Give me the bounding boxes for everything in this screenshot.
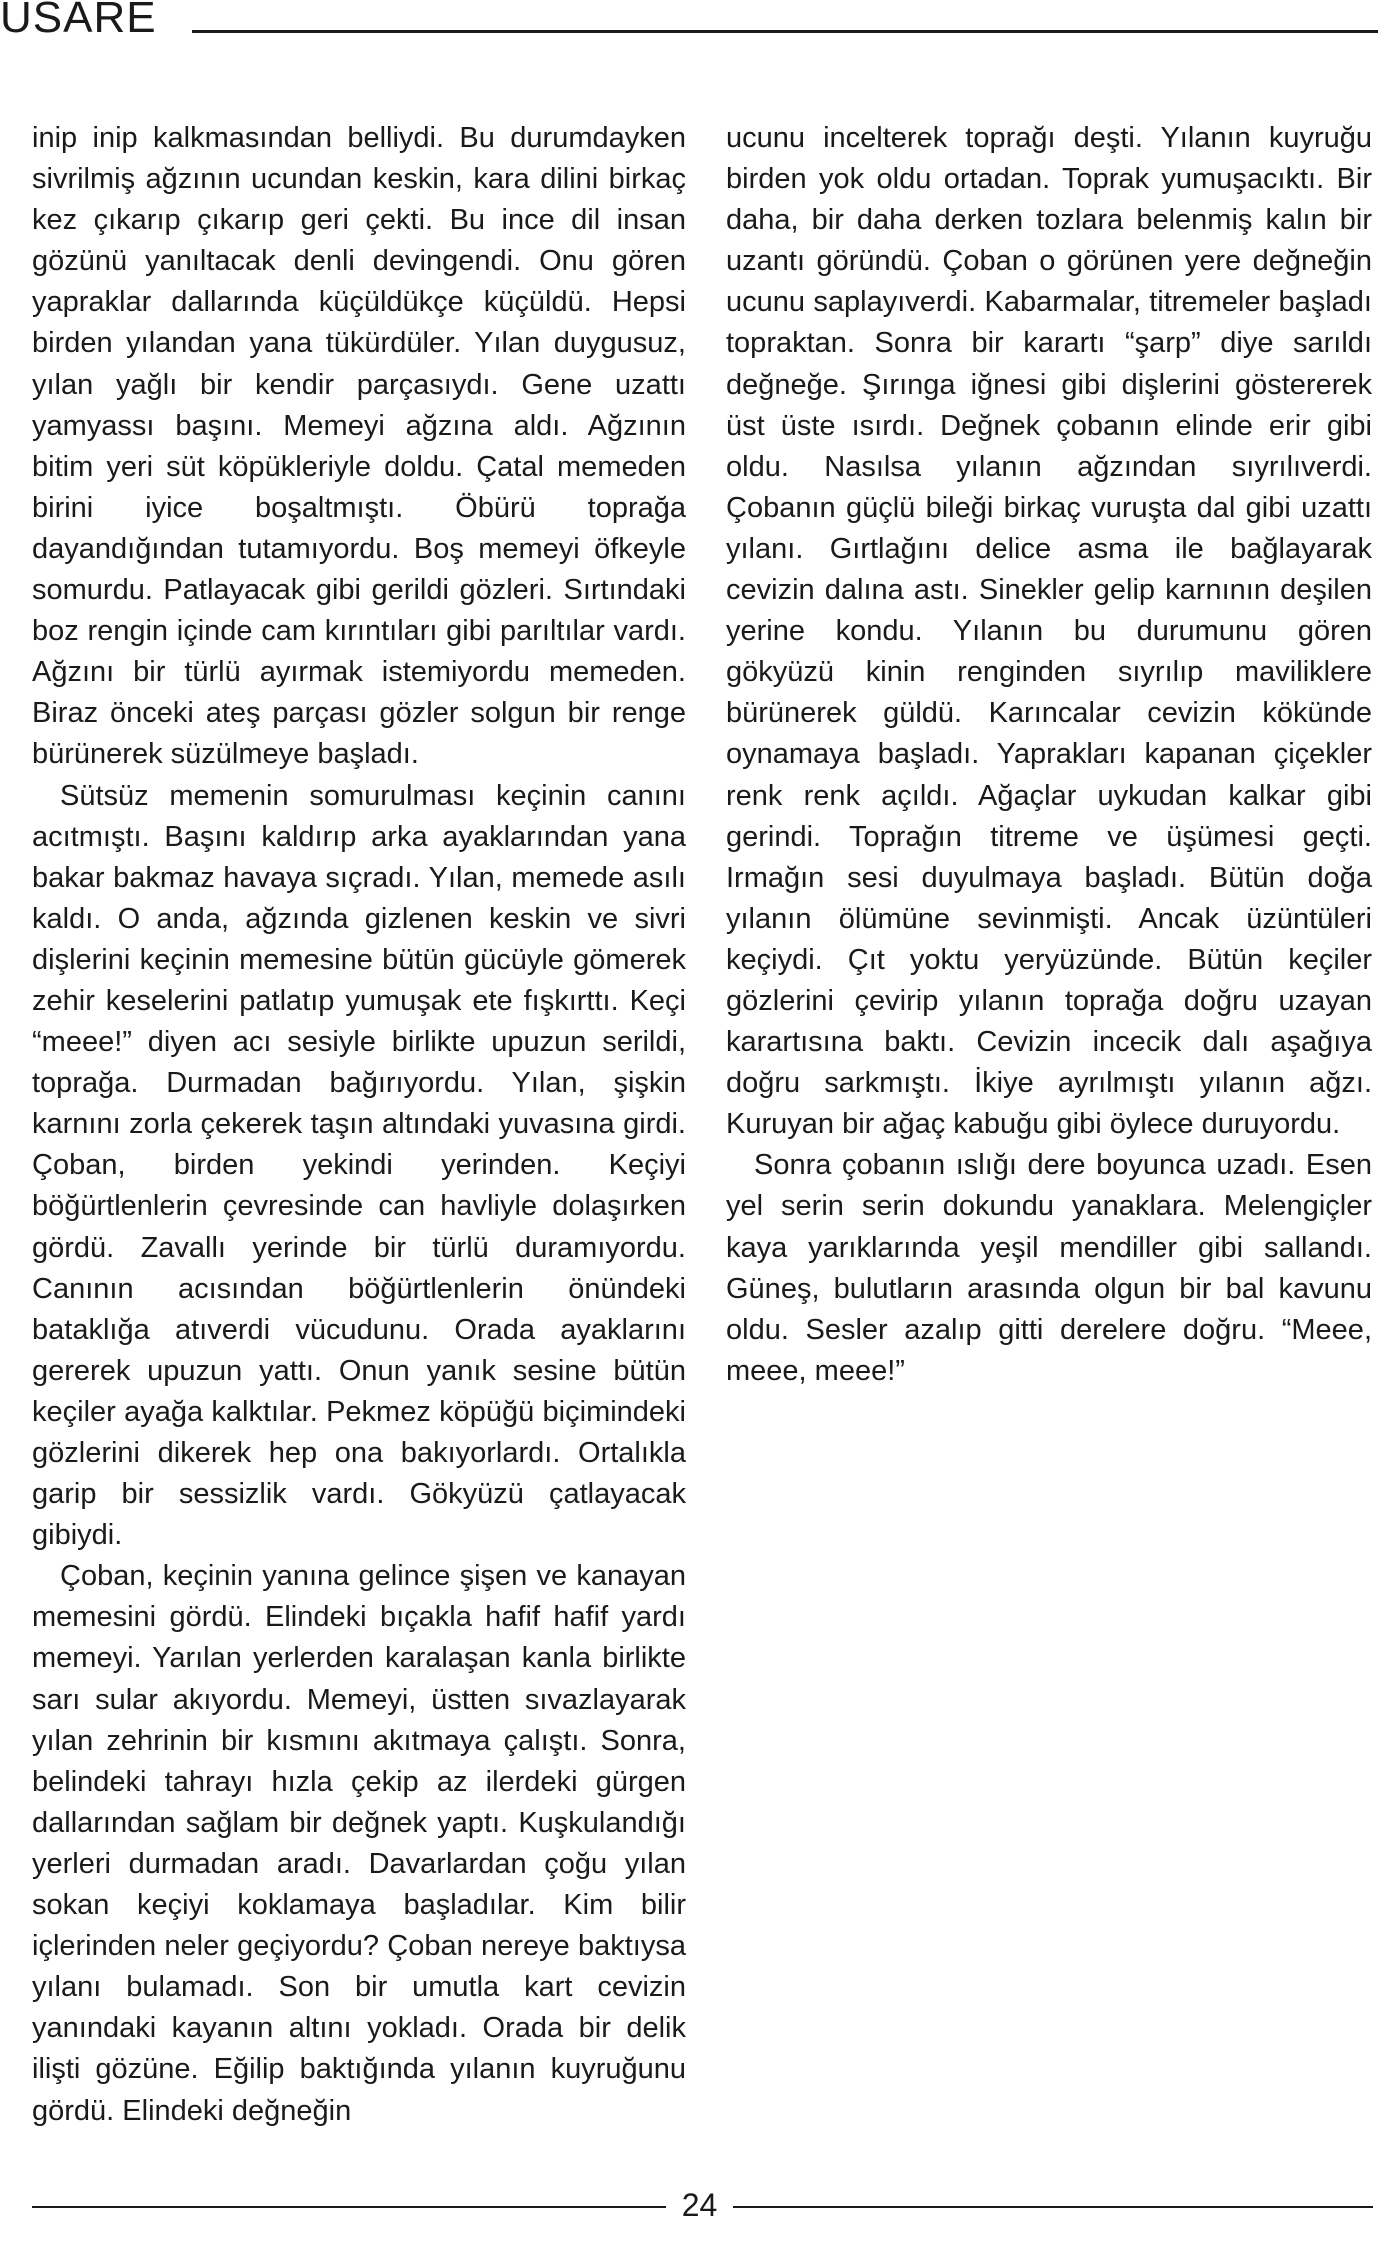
page-header [0, 0, 1400, 40]
footer-rule-left [32, 2206, 666, 2208]
header-rule [192, 30, 1378, 33]
paragraph: ucunu incelterek toprağı deşti. Yılanın kuyruğu birden yok oldu ortadan. Toprak yumuşacıktı. Bir daha, bir daha derken tozlara belenmiş kalın bir uzantı göründü. Çoban o görünen yere değneğin ucunu saplayıverdi. Kabarmalar, titremeler başladı topraktan. Sonra bir karartı “şarp” diye sarıldı değneğe. Şırınga iğnesi gibi dişlerini göstererek üst üste ısırdı. Değnek çobanın elinde erir gibi oldu. Nasılsa yılanın ağzından sıyrılıverdi. Çobanın güçlü bileği birkaç vuruşta dal gibi uzattı yılanı. Gırtlağını delice asma ile bağlayarak cevizin dalına astı. Sinekler gelip karnının deşilen yerine kondu. Yılanın bu durumunu gören gökyüzü kinin renginden sıyrılıp maviliklere bürünerek güldü. Karıncalar cevizin kökünde oynamaya başladı. Yaprakları kapanan çiçekler renk renk açıldı. Ağaçlar uykudan kalkar gibi gerindi. Toprağın titreme ve üşümesi geçti. Irmağın sesi duyulmaya başladı. Bütün doğa yılanın ölümüne sevinmişti. Ancak üzüntüleri keçiydi. Çıt yoktu yeryüzünde. Bütün keçiler gözlerini çevirip yılanın toprağa doğru uzayan karartısına baktı. Cevizin incecik dalı aşağıya doğru sarkmıştı. İkiye ayrılmıştı yılanın ağzı. Kuruyan bir ağaç kabuğu gibi öylece duruyordu. [726, 122, 1372, 1141]
paragraph: Çoban, keçinin yanına gelince şişen ve kanayan memesini gördü. Elindeki bıçakla hafif hafif yardı memeyi. Yarılan yerlerden karalaşan kanla birlikte sarı sular akıyordu. Memeyi, üstten sıvazlayarak yılan zehrinin bir kısmını akıtmaya çalıştı. Sonra, belindeki tahrayı hızla çekip az ilerdeki gürgen dallarından sağlam bir değnek yaptı. Kuşkulandığı yerleri durmadan aradı. Davarlardan çoğu yılan sokan keçiyi koklamaya başladılar. Kim bilir içlerinden neler geçiyordu? Çoban nereye baktıysa yılanı bulamadı. Son bir umutla kart cevizin yanındaki kayanın altını yokladı. Orada bir delik ilişti gözüne. Eğilip baktığında yılanın kuyruğunu gördü. Elindeki değneğin [32, 1560, 686, 2127]
paragraph: inip inip kalkmasından belliydi. Bu durumdayken sivrilmiş ağzının ucundan keskin, kara dilini birkaç kez çıkarıp çıkarıp geri çekti. Bu ince dil insan gözünü yanıltacak denli devingendi. Onu gören yapraklar dallarında küçüldükçe küçüldü. Hepsi birden yılandan yana tükürdüler. Yılan duygusuz, yılan yağlı bir kendir parçasıydı. Gene uzattı yamyassı başını. Memeyi ağzına aldı. Ağzının bitim yeri süt köpükleriyle doldu. Çatal memeden birini iyice boşaltmıştı. Öbürü toprağa dayandığından tutamıyordu. Boş memeyi öfkeyle somurdu. Patlayacak gibi gerildi gözleri. Sırtındaki boz rengin içinde cam kırıntıları gibi parıltılar vardı. Ağzını bir türlü ayırmak istemiyordu memeden. Biraz önceki ateş parçası gözler solgun bir renge bürünerek süzülmeye başladı. [32, 122, 686, 771]
footer-rule-right [733, 2206, 1373, 2208]
page-number: 24 [681, 2187, 718, 2223]
right-column [726, 118, 1372, 1392]
left-column [32, 118, 686, 2132]
page-footer [0, 2185, 1400, 2225]
paragraph: Sütsüz memenin somurulması keçinin canını acıtmıştı. Başını kaldırıp arka ayaklarından yana bakar bakmaz havaya sıçradı. Yılan, memede asılı kaldı. O anda, ağzında gizlenen keskin ve sivri dişlerini keçinin memesine bütün gücüyle gömerek zehir keselerini patlatıp yumuşak ete fışkırttı. Keçi “meee!” diyen acı sesiyle birlikte upuzun serildi, toprağa. Durmadan bağırıyordu. Yılan, şişkin karnını zorla çekerek taşın altındaki yuvasına girdi. Çoban, birden yekindi yerinden. Keçiyi böğürtlenlerin çevresinde can havliyle dolaşırken gördü. Zavallı yerinde bir türlü duramıyordu. Canının acısından böğürtlenlerin önündeki bataklığa atıverdi vücudunu. Orada ayaklarını gererek upuzun yattı. Onun yanık sesine bütün keçiler ayağa kalktılar. Pekmez köpüğü biçimindeki gözlerini dikerek hep ona bakıyorlardı. Ortalıkla garip bir sessizlik vardı. Gökyüzü çatlayacak gibiydi. [32, 779, 686, 1552]
running-header-title: USARE [0, 0, 157, 42]
paragraph: Sonra çobanın ıslığı dere boyunca uzadı. Esen yel serin serin dokundu yanaklara. Melengiçler kaya yarıklarında yeşil mendiller gibi sallandı. Güneş, bulutların arasında olgun bir bal kavunu oldu. Sesler azalıp gitti derelere doğru. “Meee, meee, meee!” [726, 1149, 1372, 1387]
